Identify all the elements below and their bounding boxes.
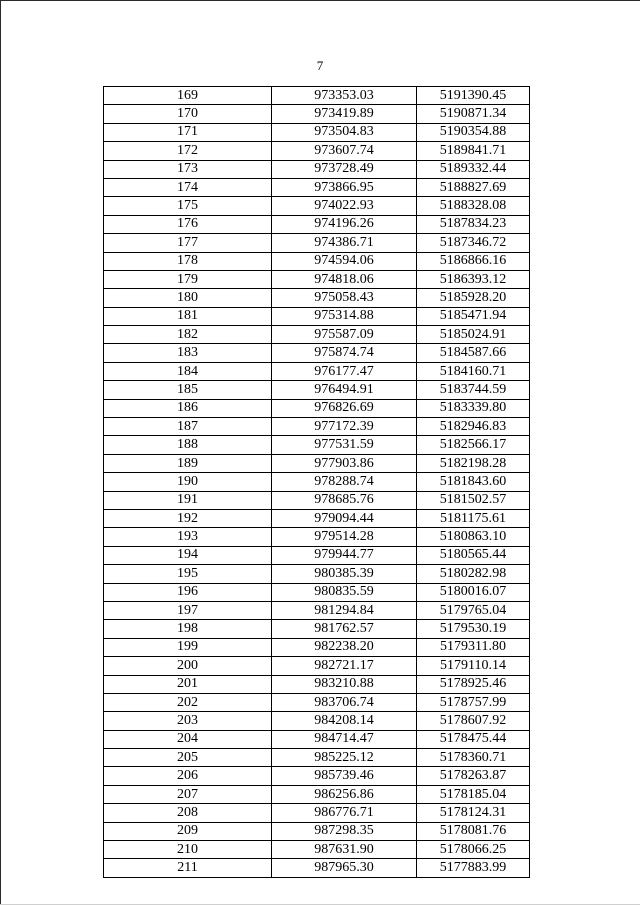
point-number-cell: 185	[104, 381, 272, 399]
y-coordinate-cell: 5187346.72	[417, 234, 530, 252]
x-coordinate-cell: 975058.43	[272, 289, 417, 307]
x-coordinate-cell: 975587.09	[272, 326, 417, 344]
y-coordinate-cell: 5190871.34	[417, 105, 530, 123]
y-coordinate-cell: 5179110.14	[417, 657, 530, 675]
table-row	[104, 785, 530, 803]
table-row	[104, 565, 530, 583]
point-number-cell: 189	[104, 454, 272, 472]
y-coordinate-cell: 5185928.20	[417, 289, 530, 307]
x-coordinate-cell: 978685.76	[272, 491, 417, 509]
x-coordinate-cell: 987631.90	[272, 841, 417, 859]
table-row	[104, 583, 530, 601]
y-coordinate-cell: 5178360.71	[417, 749, 530, 767]
x-coordinate-cell: 973504.83	[272, 123, 417, 141]
point-number-cell: 207	[104, 785, 272, 803]
y-coordinate-cell: 5186866.16	[417, 252, 530, 270]
table-row	[104, 252, 530, 270]
y-coordinate-cell: 5188328.08	[417, 197, 530, 215]
x-coordinate-cell: 976494.91	[272, 381, 417, 399]
y-coordinate-cell: 5187834.23	[417, 215, 530, 233]
table-row	[104, 123, 530, 141]
x-coordinate-cell: 975314.88	[272, 307, 417, 325]
table-row	[104, 289, 530, 307]
point-number-cell: 175	[104, 197, 272, 215]
x-coordinate-cell: 979944.77	[272, 546, 417, 564]
point-number-cell: 193	[104, 528, 272, 546]
y-coordinate-cell: 5178925.46	[417, 675, 530, 693]
x-coordinate-cell: 982721.17	[272, 657, 417, 675]
table-row	[104, 344, 530, 362]
y-coordinate-cell: 5184160.71	[417, 362, 530, 380]
y-coordinate-cell: 5182566.17	[417, 436, 530, 454]
y-coordinate-cell: 5180863.10	[417, 528, 530, 546]
x-coordinate-cell: 974022.93	[272, 197, 417, 215]
x-coordinate-cell: 976177.47	[272, 362, 417, 380]
point-number-cell: 209	[104, 822, 272, 840]
x-coordinate-cell: 973419.89	[272, 105, 417, 123]
table-row	[104, 178, 530, 196]
y-coordinate-cell: 5181843.60	[417, 473, 530, 491]
point-number-cell: 200	[104, 657, 272, 675]
x-coordinate-cell: 986776.71	[272, 804, 417, 822]
y-coordinate-cell: 5178124.31	[417, 804, 530, 822]
y-coordinate-cell: 5178081.76	[417, 822, 530, 840]
x-coordinate-cell: 974594.06	[272, 252, 417, 270]
y-coordinate-cell: 5182198.28	[417, 454, 530, 472]
y-coordinate-cell: 5182946.83	[417, 418, 530, 436]
y-coordinate-cell: 5186393.12	[417, 270, 530, 288]
point-number-cell: 202	[104, 693, 272, 711]
point-number-cell: 201	[104, 675, 272, 693]
point-number-cell: 204	[104, 730, 272, 748]
x-coordinate-cell: 977172.39	[272, 418, 417, 436]
y-coordinate-cell: 5178185.04	[417, 785, 530, 803]
table-row	[104, 418, 530, 436]
point-number-cell: 177	[104, 234, 272, 252]
table-row	[104, 454, 530, 472]
y-coordinate-cell: 5180565.44	[417, 546, 530, 564]
table-row	[104, 546, 530, 564]
coordinates-table-body	[104, 87, 530, 878]
y-coordinate-cell: 5178475.44	[417, 730, 530, 748]
x-coordinate-cell: 974386.71	[272, 234, 417, 252]
y-coordinate-cell: 5183339.80	[417, 399, 530, 417]
point-number-cell: 188	[104, 436, 272, 454]
table-row	[104, 473, 530, 491]
point-number-cell: 183	[104, 344, 272, 362]
x-coordinate-cell: 980835.59	[272, 583, 417, 601]
point-number-cell: 211	[104, 859, 272, 877]
point-number-cell: 182	[104, 326, 272, 344]
x-coordinate-cell: 983210.88	[272, 675, 417, 693]
table-row	[104, 307, 530, 325]
y-coordinate-cell: 5190354.88	[417, 123, 530, 141]
y-coordinate-cell: 5179311.80	[417, 638, 530, 656]
y-coordinate-cell: 5189841.71	[417, 142, 530, 160]
x-coordinate-cell: 973866.95	[272, 178, 417, 196]
page-left-edge	[0, 0, 1, 905]
y-coordinate-cell: 5185471.94	[417, 307, 530, 325]
point-number-cell: 199	[104, 638, 272, 656]
x-coordinate-cell: 973607.74	[272, 142, 417, 160]
coordinates-table	[103, 86, 530, 878]
y-coordinate-cell: 5178066.25	[417, 841, 530, 859]
page-top-edge	[0, 0, 640, 1]
table-row	[104, 657, 530, 675]
point-number-cell: 197	[104, 601, 272, 619]
y-coordinate-cell: 5179530.19	[417, 620, 530, 638]
table-row	[104, 620, 530, 638]
x-coordinate-cell: 981294.84	[272, 601, 417, 619]
point-number-cell: 196	[104, 583, 272, 601]
table-row	[104, 381, 530, 399]
table-row	[104, 491, 530, 509]
point-number-cell: 184	[104, 362, 272, 380]
x-coordinate-cell: 985739.46	[272, 767, 417, 785]
y-coordinate-cell: 5180016.07	[417, 583, 530, 601]
point-number-cell: 172	[104, 142, 272, 160]
point-number-cell: 203	[104, 712, 272, 730]
point-number-cell: 169	[104, 87, 272, 105]
x-coordinate-cell: 976826.69	[272, 399, 417, 417]
x-coordinate-cell: 984208.14	[272, 712, 417, 730]
point-number-cell: 171	[104, 123, 272, 141]
y-coordinate-cell: 5188827.69	[417, 178, 530, 196]
y-coordinate-cell: 5178607.92	[417, 712, 530, 730]
table-row	[104, 142, 530, 160]
point-number-cell: 187	[104, 418, 272, 436]
point-number-cell: 174	[104, 178, 272, 196]
x-coordinate-cell: 980385.39	[272, 565, 417, 583]
x-coordinate-cell: 978288.74	[272, 473, 417, 491]
point-number-cell: 206	[104, 767, 272, 785]
y-coordinate-cell: 5181175.61	[417, 509, 530, 527]
table-row	[104, 234, 530, 252]
table-row	[104, 712, 530, 730]
table-row	[104, 436, 530, 454]
point-number-cell: 173	[104, 160, 272, 178]
x-coordinate-cell: 987298.35	[272, 822, 417, 840]
table-row	[104, 399, 530, 417]
table-row	[104, 197, 530, 215]
point-number-cell: 205	[104, 749, 272, 767]
y-coordinate-cell: 5185024.91	[417, 326, 530, 344]
table-row	[104, 638, 530, 656]
point-number-cell: 170	[104, 105, 272, 123]
x-coordinate-cell: 984714.47	[272, 730, 417, 748]
point-number-cell: 176	[104, 215, 272, 233]
y-coordinate-cell: 5181502.57	[417, 491, 530, 509]
table-row	[104, 87, 530, 105]
y-coordinate-cell: 5189332.44	[417, 160, 530, 178]
x-coordinate-cell: 986256.86	[272, 785, 417, 803]
x-coordinate-cell: 983706.74	[272, 693, 417, 711]
x-coordinate-cell: 977903.86	[272, 454, 417, 472]
table-row	[104, 509, 530, 527]
point-number-cell: 180	[104, 289, 272, 307]
x-coordinate-cell: 982238.20	[272, 638, 417, 656]
table-row	[104, 326, 530, 344]
table-row	[104, 270, 530, 288]
point-number-cell: 191	[104, 491, 272, 509]
y-coordinate-cell: 5183744.59	[417, 381, 530, 399]
point-number-cell: 208	[104, 804, 272, 822]
table-row	[104, 362, 530, 380]
point-number-cell: 179	[104, 270, 272, 288]
table-row	[104, 675, 530, 693]
y-coordinate-cell: 5184587.66	[417, 344, 530, 362]
page-number: 7	[316, 58, 324, 73]
table-row	[104, 105, 530, 123]
x-coordinate-cell: 973728.49	[272, 160, 417, 178]
x-coordinate-cell: 973353.03	[272, 87, 417, 105]
point-number-cell: 186	[104, 399, 272, 417]
x-coordinate-cell: 979514.28	[272, 528, 417, 546]
point-number-cell: 192	[104, 509, 272, 527]
table-row	[104, 160, 530, 178]
table-row	[104, 693, 530, 711]
point-number-cell: 181	[104, 307, 272, 325]
point-number-cell: 210	[104, 841, 272, 859]
table-row	[104, 215, 530, 233]
y-coordinate-cell: 5178757.99	[417, 693, 530, 711]
x-coordinate-cell: 987965.30	[272, 859, 417, 877]
x-coordinate-cell: 981762.57	[272, 620, 417, 638]
table-row	[104, 730, 530, 748]
x-coordinate-cell: 977531.59	[272, 436, 417, 454]
point-number-cell: 198	[104, 620, 272, 638]
y-coordinate-cell: 5179765.04	[417, 601, 530, 619]
x-coordinate-cell: 985225.12	[272, 749, 417, 767]
y-coordinate-cell: 5177883.99	[417, 859, 530, 877]
table-row	[104, 841, 530, 859]
table-row	[104, 859, 530, 877]
point-number-cell: 190	[104, 473, 272, 491]
table-row	[104, 528, 530, 546]
x-coordinate-cell: 974196.26	[272, 215, 417, 233]
y-coordinate-cell: 5180282.98	[417, 565, 530, 583]
table-row	[104, 822, 530, 840]
point-number-cell: 178	[104, 252, 272, 270]
point-number-cell: 194	[104, 546, 272, 564]
y-coordinate-cell: 5178263.87	[417, 767, 530, 785]
x-coordinate-cell: 975874.74	[272, 344, 417, 362]
point-number-cell: 195	[104, 565, 272, 583]
table-row	[104, 767, 530, 785]
y-coordinate-cell: 5191390.45	[417, 87, 530, 105]
x-coordinate-cell: 979094.44	[272, 509, 417, 527]
table-row	[104, 804, 530, 822]
table-row	[104, 749, 530, 767]
table-row	[104, 601, 530, 619]
x-coordinate-cell: 974818.06	[272, 270, 417, 288]
